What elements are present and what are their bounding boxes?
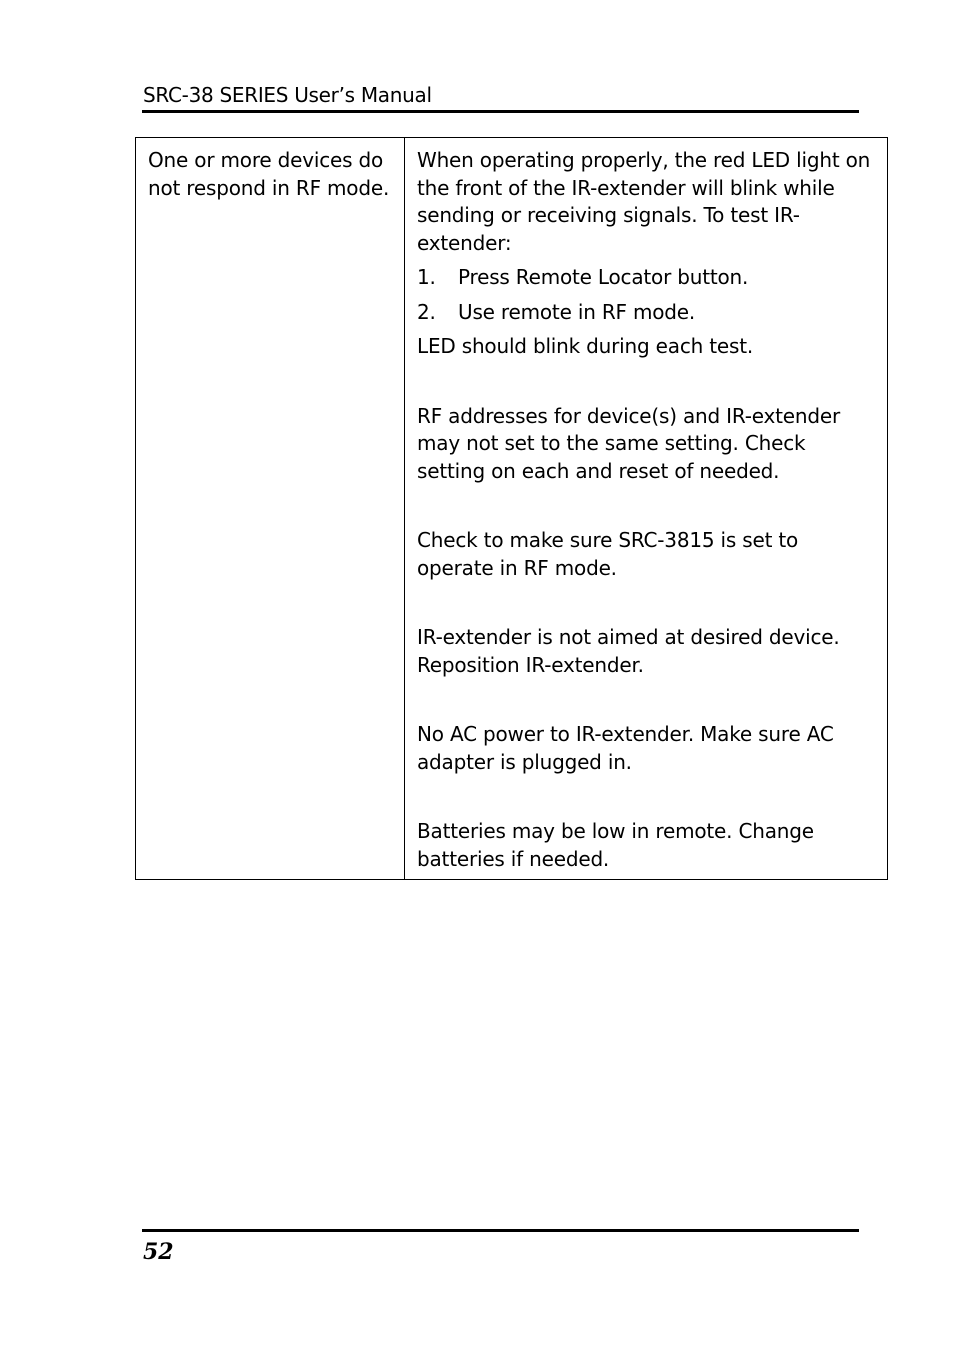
problem-cell <box>136 138 405 880</box>
troubleshooting-table <box>135 137 888 880</box>
list-item <box>417 264 875 292</box>
page-footer <box>142 1229 859 1265</box>
solution-intro: When operating properly, the red LED light on the front of the IR-extender will blink while sending or receiving signals. To test IR-extender: <box>417 148 871 255</box>
page-number: 52 <box>143 1239 174 1265</box>
solution-paragraph: RF addresses for device(s) and IR-extender may not set to the same setting. Check setting on each and reset of needed. <box>417 403 840 483</box>
solution-paragraph: IR-extender is not aimed at desired device. Reposition IR-extender. <box>417 625 840 677</box>
list-item <box>417 299 875 327</box>
step-number: 2. <box>417 299 436 324</box>
page-header <box>142 82 859 113</box>
solution-paragraph: Batteries may be low in remote. Change batteries if needed. <box>417 819 814 871</box>
step-number: 1. <box>417 265 436 289</box>
solution-paragraph: Check to make sure SRC-3815 is set to operate in RF mode. <box>417 528 799 580</box>
solution-cell <box>405 138 888 880</box>
problem-text: One or more devices do not respond in RF mode. <box>148 148 390 200</box>
step-text: Use remote in RF mode. <box>458 299 696 324</box>
step-text: Press Remote Locator button. <box>458 265 749 289</box>
table-row <box>136 138 888 880</box>
test-steps-list <box>417 264 875 326</box>
solution-paragraph: No AC power to IR-extender. Make sure AC adapter is plugged in. <box>417 722 834 774</box>
manual-title: SRC-38 SERIES User’s Manual <box>143 83 432 107</box>
led-note: LED should blink during each test. <box>417 334 754 358</box>
